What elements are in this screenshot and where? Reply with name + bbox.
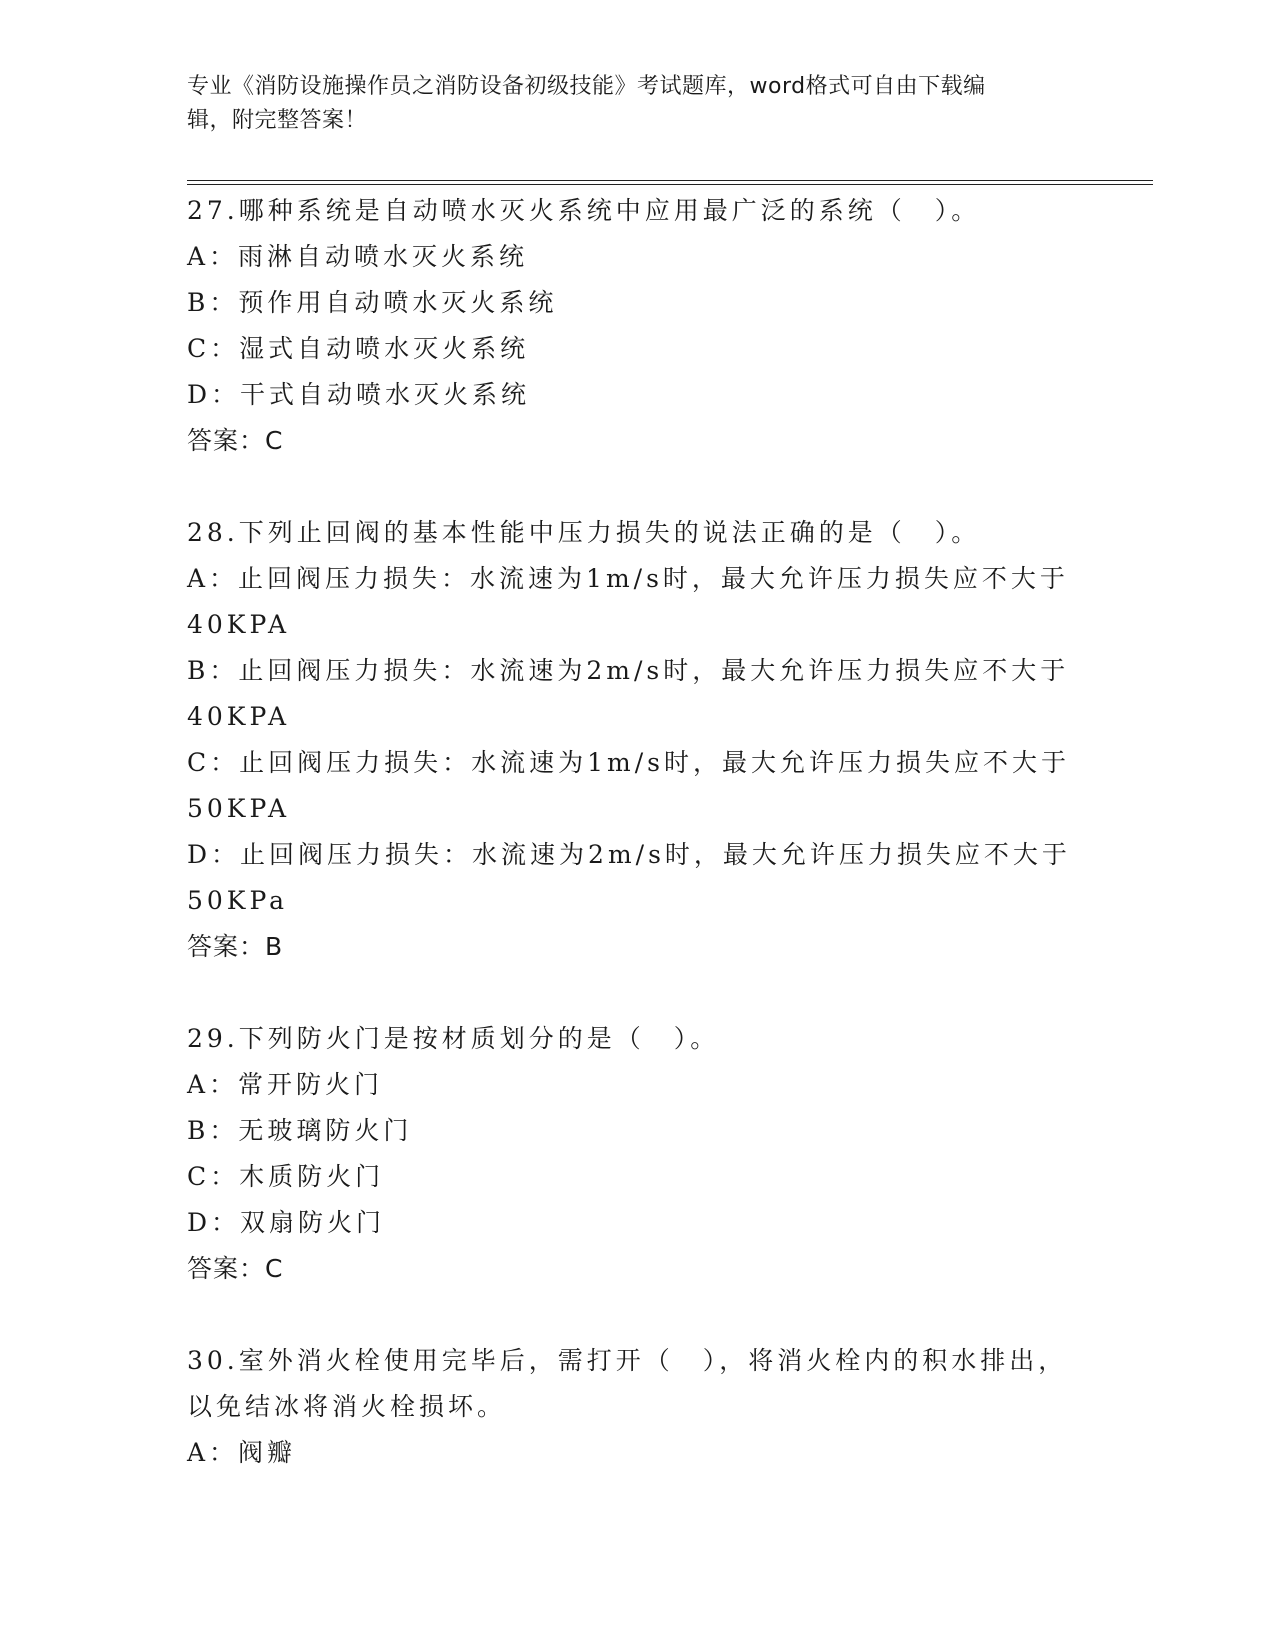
option-d: D：止回阀压力损失：水流速为2m/s时，最大允许压力损失应不大于 [187, 840, 1071, 869]
document-header [187, 70, 1067, 138]
answer: 答案：C [187, 426, 284, 455]
question-28 [187, 510, 1087, 970]
option-b: B：无玻璃防火门 [187, 1116, 413, 1145]
option-c-continued: 50KPA [187, 794, 291, 823]
option-a: A：常开防火门 [187, 1070, 384, 1099]
question-stem: 29.下列防火门是按材质划分的是（ ）。 [187, 1024, 720, 1053]
option-a: A：止回阀压力损失：水流速为1m/s时，最大允许压力损失应不大于 [187, 564, 1069, 593]
answer: 答案：C [187, 1254, 284, 1283]
header-line-1: 专业《消防设施操作员之消防设备初级技能》考试题库，word格式可自由下载编 [187, 74, 986, 99]
option-c: C：木质防火门 [187, 1162, 385, 1191]
question-29 [187, 1016, 1087, 1292]
answer: 答案：B [187, 932, 284, 961]
question-stem: 28.下列止回阀的基本性能中压力损失的说法正确的是（ ）。 [187, 518, 981, 547]
option-d: D：双扇防火门 [187, 1208, 386, 1237]
option-a: A：雨淋自动喷水灭火系统 [187, 242, 529, 271]
option-a-continued: 40KPA [187, 610, 291, 639]
header-double-rule [187, 180, 1153, 185]
option-d-continued: 50KPa [187, 886, 289, 915]
option-b: B：止回阀压力损失：水流速为2m/s时，最大允许压力损失应不大于 [187, 656, 1070, 685]
question-27 [187, 188, 1087, 464]
option-c: C：湿式自动喷水灭火系统 [187, 334, 530, 363]
header-line-2: 辑，附完整答案！ [187, 108, 368, 133]
question-stem-continued: 以免结冰将消火栓损坏。 [187, 1392, 507, 1421]
option-a: A：阀瓣 [187, 1438, 297, 1467]
option-d: D：干式自动喷水灭火系统 [187, 380, 531, 409]
question-list [187, 188, 1087, 1522]
option-b-continued: 40KPA [187, 702, 291, 731]
option-c: C：止回阀压力损失：水流速为1m/s时，最大允许压力损失应不大于 [187, 748, 1070, 777]
option-b: B：预作用自动喷水灭火系统 [187, 288, 558, 317]
question-30 [187, 1338, 1087, 1476]
question-stem: 30.室外消火栓使用完毕后，需打开（ ），将消火栓内的积水排出， [187, 1346, 1068, 1375]
question-stem: 27.哪种系统是自动喷水灭火系统中应用最广泛的系统（ ）。 [187, 196, 981, 225]
